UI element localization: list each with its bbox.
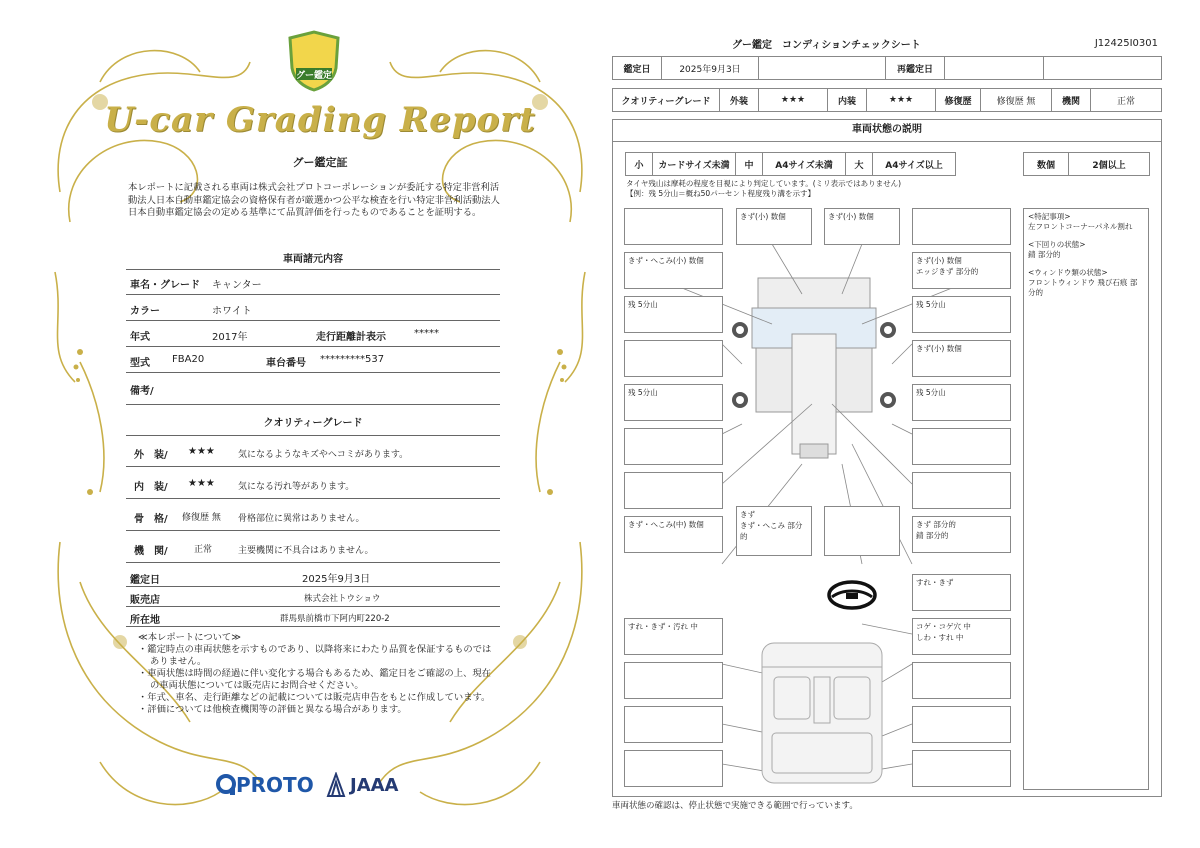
grade-label: 外 装/ <box>134 450 168 461</box>
date-table <box>612 56 1162 80</box>
grade-table <box>612 88 1162 112</box>
tyre-note-line: 【例：残 5分山＝概ね50パーセント程度残り溝を示す】 <box>626 189 816 198</box>
redate-value <box>945 57 1044 80</box>
grade-row-frame <box>126 500 500 531</box>
grade-value: ★★★ <box>188 478 215 489</box>
condition-box <box>824 506 900 556</box>
size-legend-table <box>625 152 956 176</box>
condition-box <box>624 428 723 465</box>
condition-box: きず・へこみ(小) 数個 <box>624 252 723 289</box>
condition-box: きず(小) 数個 <box>736 208 812 245</box>
redate-label: 再鑑定日 <box>886 57 945 80</box>
grade-value: 正常 <box>194 545 213 555</box>
condition-box <box>624 208 723 245</box>
proto-logo: PROTO <box>236 773 314 797</box>
jaaa-logo-icon <box>326 772 346 798</box>
condition-check-sheet <box>612 34 1164 814</box>
int-label: 内装 <box>828 89 867 112</box>
year-value: 2017年 <box>212 332 248 343</box>
chassis-value: *********537 <box>320 354 385 365</box>
condition-box <box>912 428 1011 465</box>
note-item: ・車両状態は時間の経過に伴い変化する場合もあるため、鑑定日をご確認の上、現在の車両状態については販売店にお問合せください。 <box>138 668 491 691</box>
under-text: 錆 部分的 <box>1028 250 1061 259</box>
address-value: 群馬県前橋市下阿内町220-2 <box>280 614 390 624</box>
badge-text: グー鑑定 <box>295 71 332 81</box>
grade-row-exterior <box>126 436 500 467</box>
model-value: FBA20 <box>172 354 205 365</box>
logos <box>216 770 446 802</box>
condition-box: コゲ・コゲ穴 中 しわ・すれ 中 <box>912 618 1011 655</box>
spec-row-remarks <box>126 374 500 405</box>
engine-value: 正常 <box>1091 89 1162 112</box>
repair-label: 修復歴 <box>936 89 981 112</box>
grade-desc: 主要機関に不具合はありません。 <box>238 546 374 556</box>
repair-value: 修復歴 無 <box>981 89 1052 112</box>
info-row-shop <box>126 588 500 607</box>
spec-row-name <box>126 270 500 295</box>
tyre-note <box>626 179 901 199</box>
empty-cell <box>1044 57 1162 80</box>
grade-label: 内 装/ <box>134 482 168 493</box>
mileage-label: 走行距離計表示 <box>316 332 386 343</box>
condition-box <box>624 472 723 509</box>
condition-box: すれ・きず <box>912 574 1011 611</box>
color-value: ホワイト <box>212 306 252 317</box>
address-label: 所在地 <box>130 615 160 626</box>
note-item: ・評価については他検査機関等の評価と異なる場合があります。 <box>138 704 407 715</box>
name-label: 車名・グレード <box>130 280 200 291</box>
legend-cell: A4サイズ未満 <box>763 153 846 176</box>
grade-label: クオリティーグレード <box>613 89 720 112</box>
certificate-title: グー鑑定証 <box>292 156 348 169</box>
report-notes <box>138 632 498 716</box>
info-row-address <box>126 608 500 627</box>
condition-box <box>912 208 1011 245</box>
chassis-label: 車台番号 <box>266 358 306 369</box>
notes-heading: ≪本レポートについて≫ <box>138 632 241 643</box>
color-label: カラー <box>130 306 160 317</box>
condition-box <box>624 706 723 743</box>
grade-heading: クオリティーグレード <box>263 418 363 429</box>
condition-box <box>912 706 1011 743</box>
grading-certificate <box>40 22 600 828</box>
condition-box: 残 5分山 <box>912 384 1011 421</box>
condition-box: きず(小) 数個 <box>912 340 1011 377</box>
grade-value: ★★★ <box>188 446 215 457</box>
condition-box: 残 5分山 <box>912 296 1011 333</box>
shop-label: 販売店 <box>130 595 160 606</box>
certificate-intro: 本レポートに記載される車両は株式会社プロトコーポレーションが委託する特定非営利活動法人日本自動車鑑定協会の資格保有者が厳選かつ公平な検査を行い特定非営利活動法人日本自動車鑑定協会の定める基準にて品質評価を行ったものであることを証明する。 <box>128 182 500 218</box>
empty-cell <box>759 57 886 80</box>
condition-box <box>624 662 723 699</box>
shop-value: 株式会社トウショウ <box>304 594 381 604</box>
section-title: 車両状態の説明 <box>612 119 1162 142</box>
condition-box: きず きず・へこみ 部分的 <box>736 506 812 556</box>
year-label: 年式 <box>130 332 150 343</box>
condition-box: すれ・きず・汚れ 中 <box>624 618 723 655</box>
legend-cell: A4サイズ以上 <box>873 153 956 176</box>
grade-row-interior <box>126 468 500 499</box>
mileage-value: ***** <box>414 328 439 339</box>
ext-label: 外装 <box>720 89 759 112</box>
grade-row-engine <box>126 532 500 563</box>
count-label: 数個 <box>1024 153 1069 176</box>
goo-badge-logo <box>286 30 342 92</box>
special-heading: <特記事項> <box>1028 212 1071 221</box>
window-text: フロントウィンドウ 飛び石痕 部分的 <box>1028 278 1138 297</box>
remarks-panel <box>1023 208 1149 790</box>
proto-logo-icon <box>216 774 236 796</box>
spec-row-year <box>126 322 500 347</box>
model-label: 型式 <box>130 358 150 369</box>
grade-value: 修復歴 無 <box>182 513 221 523</box>
jaaa-logo: JAAA <box>350 775 399 796</box>
window-heading: <ウィンドウ類の状態> <box>1028 268 1108 277</box>
condition-box: 残 5分山 <box>624 296 723 333</box>
script-title: U-car Grading Report <box>104 100 536 140</box>
grade-desc: 気になる汚れ等があります。 <box>238 482 355 492</box>
count-legend-table <box>1023 152 1150 176</box>
condition-box: きず(小) 数個 <box>824 208 900 245</box>
int-value: ★★★ <box>867 89 936 112</box>
legend-cell: 中 <box>736 153 763 176</box>
legend-cell: 小 <box>626 153 653 176</box>
special-text: 左フロントコーナーパネル割れ <box>1028 222 1133 231</box>
steering-wheel-icon <box>826 579 878 611</box>
remarks-label: 備考/ <box>130 386 154 397</box>
legend-cell: 大 <box>846 153 873 176</box>
legend-cell: カードサイズ未満 <box>653 153 736 176</box>
condition-box <box>912 472 1011 509</box>
condition-box: きず 部分的 錆 部分的 <box>912 516 1011 553</box>
sheet-title: グー鑑定 コンディションチェックシート <box>732 40 921 51</box>
spec-row-color <box>126 296 500 321</box>
condition-box: 残 5分山 <box>624 384 723 421</box>
engine-label: 機関 <box>1052 89 1091 112</box>
date-label: 鑑定日 <box>130 575 160 586</box>
under-heading: <下回りの状態> <box>1028 240 1086 249</box>
grade-desc: 骨格部位に異常はありません。 <box>238 514 365 524</box>
document-number: J12425I0301 <box>1094 38 1158 49</box>
info-row-date <box>126 566 500 587</box>
sheet-footer: 車両状態の確認は、停止状態で実施できる範囲で行っています。 <box>612 801 858 811</box>
grade-label: 骨 格/ <box>134 514 168 525</box>
date-value: 2025年9月3日 <box>662 57 759 80</box>
note-item: ・鑑定時点の車両状態を示すものであり、以降将来にわたり品質を保証するものではありません。 <box>138 644 492 667</box>
ext-value: ★★★ <box>759 89 828 112</box>
grade-desc: 気になるようなキズやヘコミがあります。 <box>238 450 409 460</box>
spec-heading: 車両諸元内容 <box>283 254 343 265</box>
spec-row-model <box>126 348 500 373</box>
condition-box <box>912 750 1011 787</box>
condition-box <box>624 340 723 377</box>
tyre-note-line: タイヤ残山は摩耗の程度を目視により判定しています。(ミリ表示ではありません) <box>626 179 902 188</box>
count-value: 2個以上 <box>1069 153 1150 176</box>
note-item: ・年式、車名、走行距離などの記載については販売店申告をもとに作成しています。 <box>138 692 491 703</box>
date-label: 鑑定日 <box>613 57 662 80</box>
condition-box: きず(小) 数個 エッジきず 部分的 <box>912 252 1011 289</box>
condition-box: きず・へこみ(中) 数個 <box>624 516 723 553</box>
interior-diagram <box>752 637 892 787</box>
condition-box <box>624 750 723 787</box>
date-value: 2025年9月3日 <box>302 574 371 585</box>
name-value: キャンター <box>212 280 262 291</box>
condition-box <box>912 662 1011 699</box>
grade-label: 機 関/ <box>134 546 168 557</box>
